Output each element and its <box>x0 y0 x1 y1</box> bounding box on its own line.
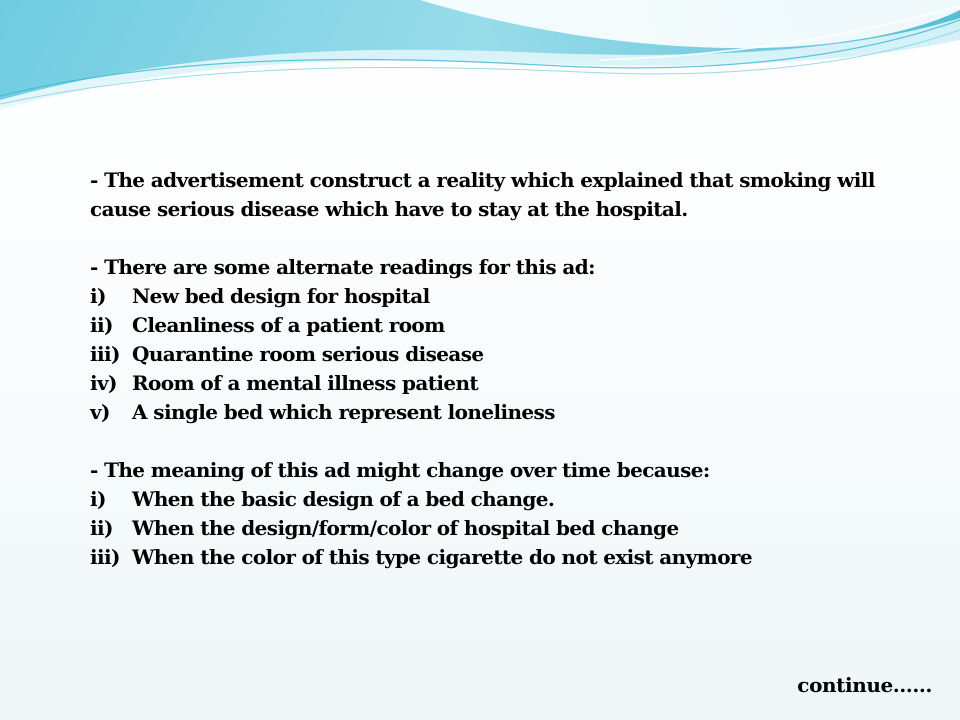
meaning-change-list <box>90 485 880 572</box>
list-item-text: A single bed which represent loneliness <box>132 400 555 424</box>
list-item <box>90 543 880 572</box>
list-item-text: Cleanliness of a patient room <box>132 313 445 337</box>
alternate-readings-heading: - There are some alternate readings for this ad: <box>90 255 595 279</box>
list-item <box>90 340 880 369</box>
slide-body <box>90 166 880 572</box>
alternate-readings-list <box>90 282 880 427</box>
meaning-change-heading: - The meaning of this ad might change over time because: <box>90 458 710 482</box>
list-item-text: Room of a mental illness patient <box>132 371 479 395</box>
continue-label: continue…… <box>797 673 932 697</box>
spacer <box>90 427 880 456</box>
list-item <box>90 398 880 427</box>
list-marker: ii) <box>90 516 113 540</box>
list-item-text: When the basic design of a bed change. <box>132 487 555 511</box>
list-marker: i) <box>90 487 106 511</box>
header-wave-decoration <box>0 0 960 120</box>
list-marker: iii) <box>90 545 120 569</box>
list-item-text: New bed design for hospital <box>132 284 430 308</box>
list-marker: iv) <box>90 371 117 395</box>
list-item-text: When the design/form/color of hospital bed change <box>132 516 679 540</box>
intro-paragraph: - The advertisement construct a reality which explained that smoking will cause serious disease which have to stay at the hospital. <box>90 168 875 221</box>
list-item <box>90 485 880 514</box>
list-item <box>90 311 880 340</box>
list-marker: i) <box>90 284 106 308</box>
spacer <box>90 224 880 253</box>
list-item <box>90 514 880 543</box>
list-marker: v) <box>90 400 110 424</box>
list-item-text: Quarantine room serious disease <box>132 342 484 366</box>
list-marker: ii) <box>90 313 113 337</box>
list-marker: iii) <box>90 342 120 366</box>
list-item <box>90 282 880 311</box>
list-item-text: When the color of this type cigarette do not exist anymore <box>132 545 752 569</box>
list-item <box>90 369 880 398</box>
